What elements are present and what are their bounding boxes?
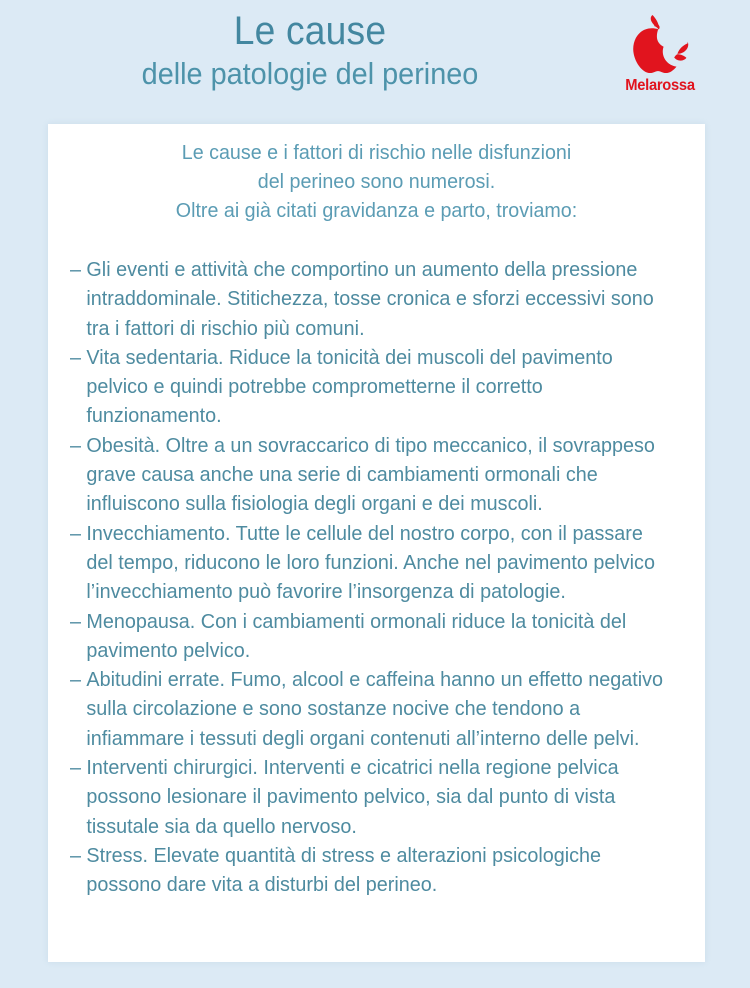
- content-card: [48, 124, 705, 962]
- intro-line: Oltre ai già citati gravidanza e parto, troviamo:: [175, 199, 578, 222]
- list-item: [70, 431, 665, 519]
- bullet-dash: –: [70, 756, 82, 780]
- title-block: [0, 0, 620, 92]
- list-item: [70, 841, 665, 900]
- bullet-dash: –: [70, 345, 82, 369]
- list-item-text: Abitudini errate. Fumo, alcool e caffeina hanno un effetto negativo sulla circolazione e sono sostanze nocive che tendono a infiammare i tessuti degli organi contenuti all’interno delle pelvi.: [86, 668, 664, 750]
- list-item: [70, 665, 665, 753]
- list-item-text: Gli eventi e attività che comportino un aumento della pressione intraddominale. Stitichezza, tosse cronica e sforzi eccessivi sono tra i fattori di rischio più comuni.: [86, 258, 654, 340]
- red-apple-bitten-icon: [625, 12, 695, 76]
- bullet-dash: –: [70, 609, 82, 633]
- intro-paragraph: [78, 138, 674, 225]
- page-subtitle: delle patologie del perineo: [141, 56, 479, 91]
- list-item-text: Obesità. Oltre a un sovraccarico di tipo meccanico, il sovrappeso grave causa anche una serie di cambiamenti ormonali che influiscono sulla fisiologia degli organi e dei muscoli.: [86, 433, 655, 516]
- intro-line: del perineo sono numerosi.: [257, 170, 496, 193]
- bullet-dash: –: [70, 258, 82, 281]
- list-item: [70, 343, 665, 431]
- list-item: [70, 255, 665, 343]
- bullet-dash: –: [70, 668, 82, 692]
- list-item-text: Invecchiamento. Tutte le cellule del nostro corpo, con il passare del tempo, riducono le loro funzioni. Anche nel pavimento pelvico l’invecchiamento può favorire l’insorgenza di patologie.: [86, 521, 655, 604]
- intro-line: Le cause e i fattori di rischio nelle disfunzioni: [181, 141, 572, 164]
- page-title: Le cause: [233, 9, 387, 53]
- list-item-text: Stress. Elevate quantità di stress e alterazioni psicologiche possono dare vita a disturbi del perineo.: [86, 843, 602, 897]
- list-item-text: Menopausa. Con i cambiamenti ormonali riduce la tonicità del pavimento pelvico.: [86, 609, 627, 662]
- list-item-text: Interventi chirurgici. Interventi e cicatrici nella regione pelvica possono lesionare il pavimento pelvico, sia dal punto di vista tissutale sia da quello nervoso.: [86, 756, 619, 838]
- brand-logo: [612, 12, 708, 108]
- list-item: [70, 519, 665, 607]
- bullet-dash: –: [70, 433, 82, 457]
- bullet-dash: –: [70, 843, 82, 867]
- list-item: [70, 753, 665, 841]
- causes-list: [66, 255, 687, 900]
- bullet-dash: –: [70, 521, 82, 545]
- list-item: [70, 607, 665, 666]
- page-header: [0, 0, 750, 124]
- brand-wordmark: Melarossa: [625, 77, 695, 94]
- list-item-text: Vita sedentaria. Riduce la tonicità dei muscoli del pavimento pelvico e quindi potrebbe comprometterne il corretto funzionamento.: [86, 345, 613, 428]
